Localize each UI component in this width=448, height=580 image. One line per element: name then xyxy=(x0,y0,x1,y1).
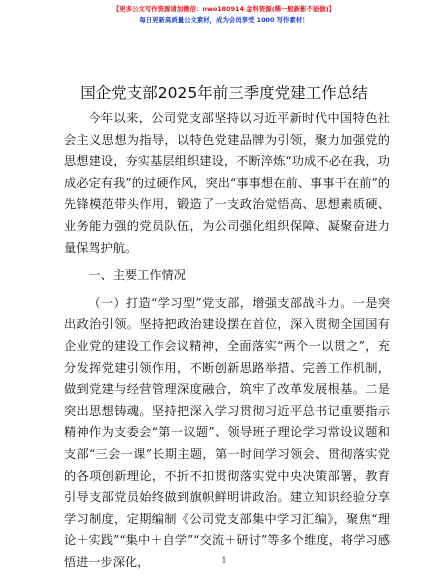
document-title: 国企党支部2025年前三季度党建工作总结 xyxy=(80,84,368,102)
promo-banner-line1: 【更多公文写作资源请加微信：nwo180914 金科资源(稀一般新影不能做)】 xyxy=(112,5,336,13)
section-heading: 一、主要工作情况 xyxy=(88,268,186,283)
intro-paragraph: 今年以来，公司党支部坚持以习近平新时代中国特色社会主义思想为指导，以特色党建品牌为引领，聚力加强党的思想建设，夯实基层组织建设，不断淬炼“功成不必在我，功成必定有我”的过硬作风，突出“事事想在前、事事干在前”的先锋模范带头作用，锻造了一支政治觉悟高、思想素质硬、业务能力强的党员队伍，为公司强化组织保障、凝聚奋进力量保驾护航。 xyxy=(64,111,390,255)
document-body xyxy=(64,108,390,573)
body-paragraph: （一）打造“学习型”党支部，增强支部战斗力。一是突出政治引领。坚持把政治建设摆在首位，深入贯彻全国国有企业党的建设工作会议精神，全面落实“两个一以贯之”，充分发挥党建引领作用，不断创新思路举措、完善工作机制，做到党建与经营管理深度融合，筑牢了改革发展根基。二是突出思想铸魂。坚持把深入学习贯彻习近平总书记重要指示精神作为支委会“第一议题”、领导班子理论学习常设议题和支部“三会一课”长期主题，第一时间学习领会、贯彻落实党的各项创新理论，不折不扣贯彻落实党中央决策部署，教育引导支部党员始终做到旗帜鲜明讲政治。建立知识经验分享学习制度，定期编制《公司党支部集中学习汇编》，聚焦“理论＋实践”“集中＋自学”“交流＋研讨”等多个维度，将学习感悟进一步深化， xyxy=(64,295,390,569)
promo-banner-line2: 每日更新高质量公文素材，成为会员享受 1000 写作素材！ xyxy=(139,16,309,24)
page-number: 1 xyxy=(221,556,227,565)
promo-banner xyxy=(0,4,448,25)
